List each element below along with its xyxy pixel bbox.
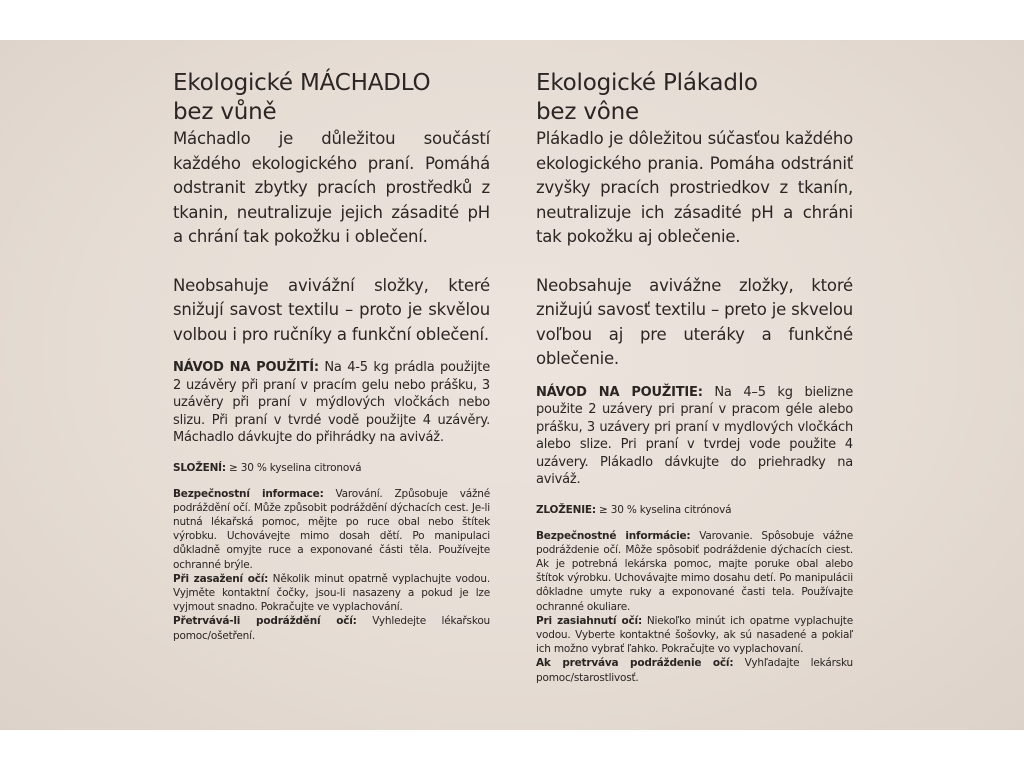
czech-persist-label: Přetrvává-li podráždění očí:	[173, 615, 357, 628]
slovak-safety	[536, 529, 853, 685]
slovak-instructions	[536, 384, 853, 489]
czech-eye-label: Při zasažení očí:	[173, 572, 269, 585]
slovak-safety-label: Bezpečnostné informácie:	[536, 529, 691, 542]
spacer	[536, 250, 853, 274]
czech-column	[173, 69, 490, 643]
slovak-instructions-text: Na 4–5 kg bielizne použite 2 uzávery pri praní v pracom géle alebo prášku, 3 uzávery pri praní v mydlových vločkách alebo slize. Pri praní v tvrdej vode použite 4 uzávery. Plákadlo dávkujte do priehradky na aviváž.	[536, 384, 854, 487]
slovak-safety-text: Varovanie. Spôsobuje vážne podráždenie očí. Môže spôsobiť podráždenie dýchacích ciest. Ak je potrebná lekárska pomoc, majte poruke obal alebo štítok výrobku. Uchovávajte mimo dosahu detí. Po manipulácii dôkladne umyte ruky a exponované časti tela. Používajte ochranné okuliare.	[536, 529, 853, 613]
slovak-title	[536, 69, 853, 127]
slovak-eye-label: Pri zasiahnutí očí:	[536, 614, 642, 627]
slovak-safety-info	[536, 529, 853, 614]
czech-title-line2: bez vůně	[173, 99, 277, 125]
product-label	[0, 40, 1024, 730]
czech-composition-label: SLOŽENÍ:	[173, 461, 226, 474]
slovak-persist-text: Vyhľadajte lekársku pomoc/starostlivosť.	[536, 657, 853, 684]
czech-instructions-text: Na 4-5 kg prádla použijte 2 uzávěry při praní v pracím gelu nebo prášku, 3 uzávěry při praní v mýdlových vločkách nebo slizu. Při praní v tvrdé vodě použijte 4 uzávěry. Máchadlo dávkujte do přihrádky na aviváž.	[173, 360, 490, 445]
slovak-composition	[536, 503, 853, 517]
slovak-eye-text: Niekoľko minút ich opatrne vyplachujte vodou. Vyberte kontaktné šošovky, ak sú nasadené a pokiaľ ich možno vybrať ľahko. Pokračujte vo vyplachovaní.	[536, 614, 853, 656]
czech-persist-text: Vyhledejte lékařskou pomoc/ošetření.	[173, 615, 490, 642]
czech-composition-text: ≥ 30 % kyselina citronová	[225, 461, 362, 474]
slovak-instructions-label: NÁVOD NA POUŽITIE:	[536, 384, 703, 400]
czech-eye-text: Několik minut opatrně vyplachujte vodou. Vyjměte kontaktní čočky, jsou-li nasazeny a pokud je lze vyjmout snadno. Pokračujte ve vyplachování.	[173, 572, 490, 614]
slovak-composition-label: ZLOŽENIE:	[536, 503, 596, 516]
spacer	[173, 250, 490, 274]
slovak-column	[536, 69, 853, 685]
czech-eye-contact	[173, 572, 490, 615]
czech-safety	[173, 487, 490, 643]
czech-safety-info	[173, 487, 490, 572]
czech-instructions	[173, 359, 490, 447]
czech-title-line1: Ekologické MÁCHADLO	[173, 70, 431, 96]
slovak-title-line1: Ekologické Plákadlo	[536, 70, 758, 96]
czech-safety-text: Varování. Způsobuje vážné podráždění očí. Může způsobit podráždění dýchacích cest. Je-li nutná lékařská pomoc, mějte po ruce obal nebo štítek výrobku. Uchovávejte mimo dosah dětí. Po manipulaci důkladně omyjte ruce a exponované části těla. Používejte ochranné brýle.	[173, 487, 490, 571]
slovak-features-paragraph: Neobsahuje avivážne zložky, ktoré znižujú savosť textilu – preto je skvelou voľbou aj pre uteráky a funkčné oblečenie.	[536, 275, 853, 368]
czech-features-paragraph: Neobsahuje avivážní složky, které snižují savost textilu – proto je skvělou volbou i pro ručníky a funkční oblečení.	[173, 275, 490, 344]
slovak-persist-label: Ak pretrváva podráždenie očí:	[536, 657, 734, 670]
slovak-eye-contact	[536, 614, 853, 657]
czech-composition	[173, 461, 490, 475]
slovak-title-line2: bez vône	[536, 99, 639, 125]
czech-persist	[173, 614, 490, 642]
czech-safety-label: Bezpečnostní informace:	[173, 487, 324, 500]
czech-instructions-label: NÁVOD NA POUŽITÍ:	[173, 360, 319, 375]
czech-intro-paragraph: Máchadlo je důležitou součástí každého ekologického praní. Pomáhá odstranit zbytky pracích prostředků z tkanin, neutralizuje jejich zásadité pH a chrání tak pokožku i oblečení.	[173, 129, 490, 246]
slovak-composition-text: ≥ 30 % kyselina citrónová	[595, 503, 732, 516]
slovak-intro-paragraph: Plákadlo je dôležitou súčasťou každého ekologického prania. Pomáha odstrániť zvyšky pracích prostriedkov z tkanín, neutralizuje ich zásadité pH a chráni tak pokožku aj oblečenie.	[536, 129, 853, 246]
slovak-persist	[536, 656, 853, 684]
czech-title	[173, 69, 490, 127]
